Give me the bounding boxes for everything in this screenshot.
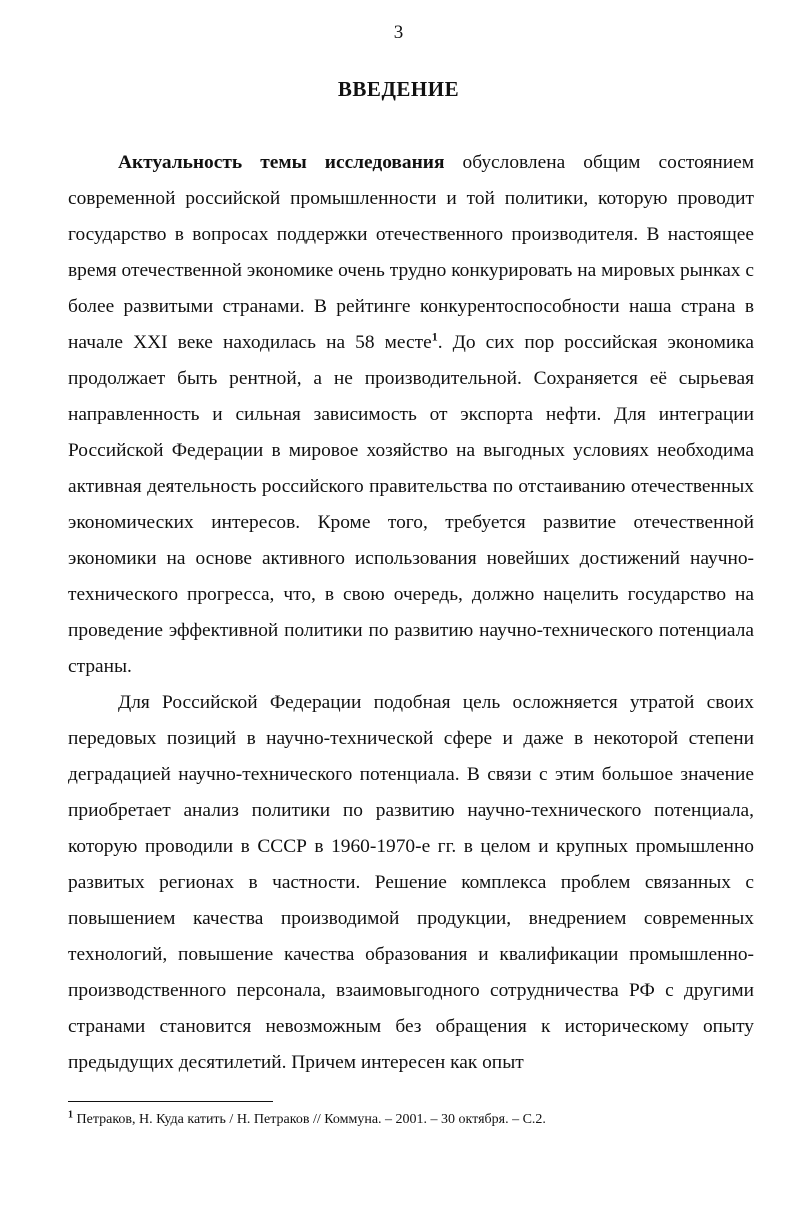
footnote-divider [68,1101,273,1102]
paragraph-2: Для Российской Федерации подобная цель осложняется утратой своих передовых позиций в научно-технической сфере и даже в некоторой степени деградацией научно-технического потенциала. В связи с этим большое значение приобретает анализ политики по развитию научно-технического потенциала, которую проводили в СССР в 1960-1970-е гг. в целом и крупных промышленно развитых регионах в частности. Решение комплекса проблем связанных с повышением качества производимой продукции, внедрением современных технологий, повышение качества образования и квалификации промышленно-производственного персонала, взаимовыгодного сотрудничества РФ с другими странами становится невозможным без обращения к историческому опыту предыдущих десятилетий. Причем интересен как опыт [68,692,754,1073]
page-number: 3 [393,22,404,43]
body-text [68,145,754,1081]
paragraph-1 [68,145,754,685]
paragraph-1-lead: Актуальность темы исследования [118,152,445,173]
footnote-ref[interactable]: 1 [431,329,438,344]
footnote-marker: 1 [68,1109,73,1121]
paragraph-1-text-b: . До сих пор российская экономика продолжает быть рентной, а не производительной. Сохраняется её сырьевая направленность и сильная зависимость от экспорта нефти. Для интеграции Российской Федерации в мировое хозяйство на выгодных условиях необходима активная деятельность российского правительства по отстаиванию отечественных экономических интересов. Кроме того, требуется развитие отечественной экономики на основе активного использования новейших достижений научно-технического прогресса, что, в свою очередь, должно нацелить государство на проведение эффективной политики по развитию научно-технического потенциала страны. [68,332,755,677]
section-heading: ВВЕДЕНИЕ [337,77,460,101]
footnote [68,1110,768,1130]
paragraph-1-text-a: обусловлена общим состоянием современной российской промышленности и той политики, которую проводит государство в вопросах поддержки отечественного производителя. В настоящее время отечественной экономике очень трудно конкурировать на мировых рынках с более развитыми странами. В рейтинге конкурентоспособности наша страна в начале XXI веке находилась на 58 месте [68,152,754,353]
footnote-text: Петраков, Н. Куда катить / Н. Петраков // Коммуна. – 2001. – 30 октября. – С.2. [73,1112,546,1127]
